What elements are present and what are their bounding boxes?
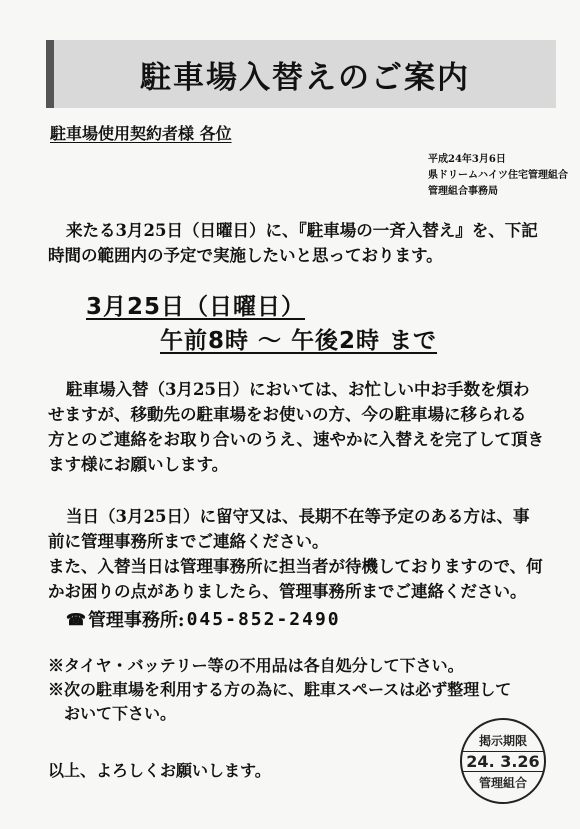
absence-paragraph — [48, 504, 558, 604]
telephone-icon: ☎ — [66, 609, 86, 629]
notes-block — [48, 654, 511, 726]
phone-label: 管理事務所: — [87, 610, 185, 631]
phone-contact — [66, 606, 341, 632]
note-line: ※次の駐車場を利用する方の為に、駐車スペースは必ず整理して — [48, 680, 512, 699]
title-banner — [46, 40, 556, 108]
issuer-block — [428, 152, 568, 200]
note-line: ※タイヤ・バッテリー等の不用品は各自処分して下さい。 — [48, 656, 464, 675]
intro-paragraph — [48, 218, 558, 268]
stamp-date: 24. 3.26 — [462, 751, 544, 772]
addressee: 駐車場使用契約者様 各位 — [50, 124, 232, 143]
absence-line: 当日（3月25日）に留守又は、長期不在等予定のある方は、事 — [66, 507, 530, 526]
page-title: 駐車場入替えのご案内 — [140, 59, 470, 96]
posting-deadline-stamp — [460, 718, 546, 804]
intro-line: 時間の範囲内の予定で実施したいと思っております。 — [48, 246, 443, 265]
schedule-time: 午前8時 〜 午後2時 まで — [160, 328, 438, 354]
stamp-top-text: 掲示期限 — [478, 733, 527, 748]
closing-line: 以上、よろしくお願いします。 — [48, 761, 271, 780]
request-line: せますが、移動先の駐車場をお使いの方、今の駐車場に移られる — [48, 405, 527, 424]
intro-line: 来たる3月25日（日曜日）に、『駐車場の一斉入替え』を、下記 — [66, 221, 538, 240]
phone-number: 045-852-2490 — [186, 608, 341, 630]
note-line: おいて下さい。 — [48, 704, 177, 723]
request-paragraph — [48, 377, 558, 477]
request-line: ます様にお願いします。 — [48, 455, 229, 474]
schedule-date: 3月25日（日曜日） — [86, 294, 306, 320]
stamp-bottom-text: 管理組合 — [478, 775, 527, 790]
request-line: 方とのご連絡をお取り合いのうえ、速やかに入替えを完了して頂き — [48, 430, 544, 449]
absence-line: 前に管理事務所までご連絡ください。 — [48, 532, 329, 551]
issuer-organization: 県ドリームハイツ住宅管理組合 — [428, 170, 568, 181]
issue-date: 平成24年3月6日 — [428, 154, 506, 165]
absence-line: また、入替当日は管理事務所に担当者が待機しておりますので、何 — [48, 557, 543, 576]
request-line: 駐車場入替（3月25日）においては、お忙しい中お手数を煩わ — [66, 380, 530, 399]
issuer-office: 管理組合事務局 — [428, 186, 498, 197]
absence-line: かお困りの点がありましたら、管理事務所までご連絡ください。 — [48, 582, 527, 601]
